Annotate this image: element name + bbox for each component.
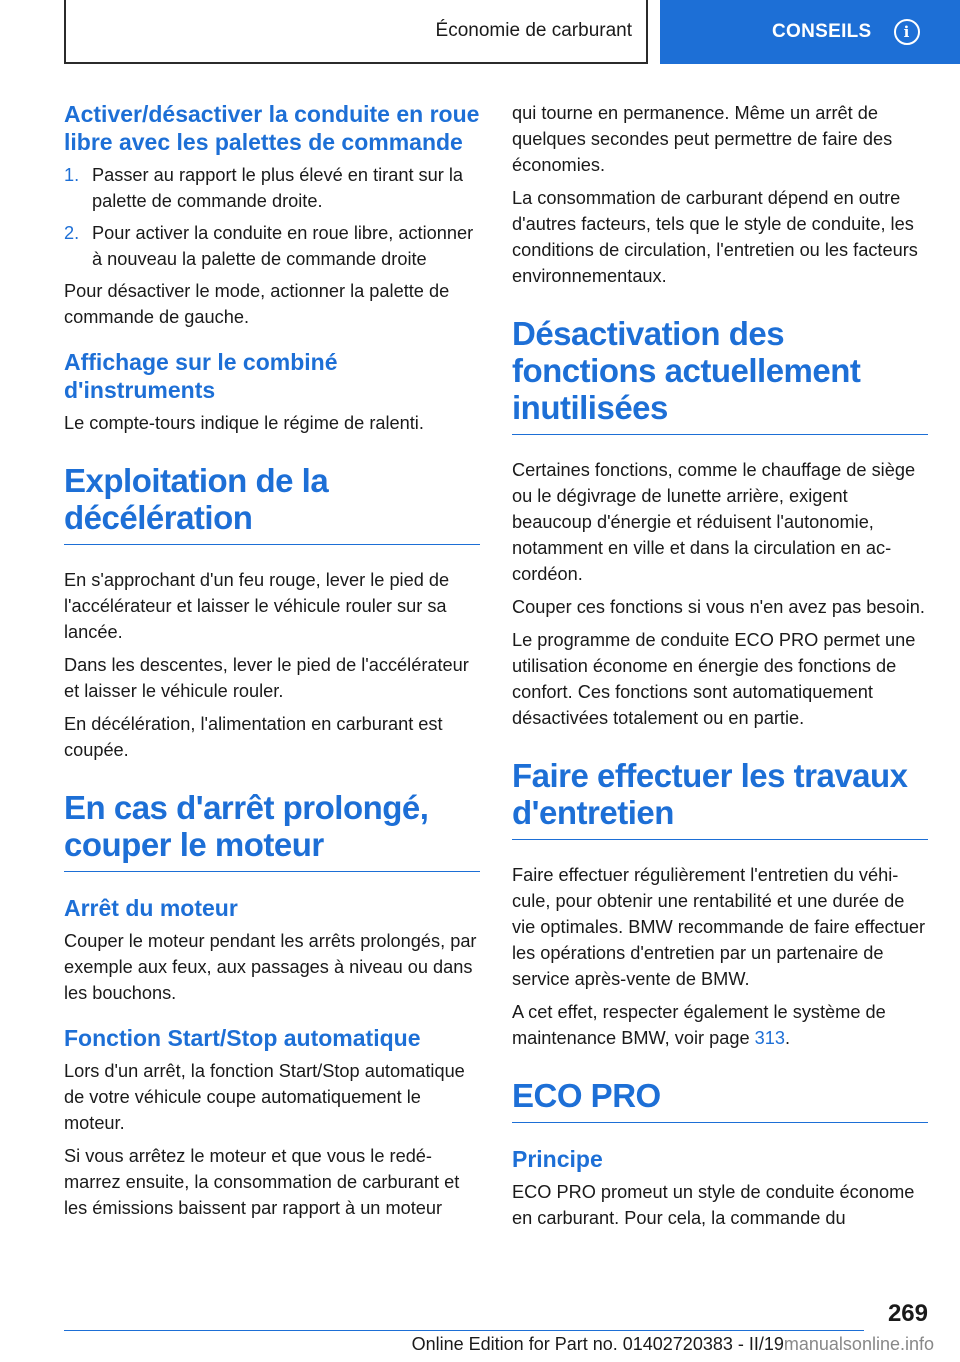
header-section-box — [64, 0, 648, 64]
paragraph: Pour désactiver le mode, actionner la palette de commande de gauche. — [64, 281, 450, 327]
paragraph: En s'approchant d'un feu rouge, lever le pied de l'accélérateur et laisser le véhicule rouler sur sa lancée. — [64, 570, 450, 642]
page-number: 269 — [887, 1300, 928, 1327]
list-item — [64, 162, 480, 214]
paragraph: La consommation de carburant dépend en outre d'autres facteurs, tels que le style de conduite, les conditions de circulation, l'entretien ou les facteurs environnementaux. — [512, 188, 918, 286]
heading-display: Affichage sur le combiné d'instruments — [64, 349, 338, 403]
section-title-service: Faire effectuer les travaux d'entretien — [512, 757, 928, 840]
step-number: 2. — [64, 223, 80, 243]
footer-edition — [412, 1334, 934, 1355]
header-tab-conseils[interactable] — [660, 0, 960, 64]
section-title-deceleration: Exploitation de la décélération — [64, 462, 480, 545]
heading-principle: Principe — [512, 1146, 603, 1172]
page-link-313[interactable]: 313 — [754, 1028, 785, 1048]
paragraph-with-link — [512, 999, 928, 1051]
paragraph: Si vous arrêtez le moteur et que vous le redémarrez ensuite, la consommation de carburant et les émissions baissent par rapport à un moteur — [64, 1146, 460, 1218]
paragraph: Couper ces fonctions si vous n'en avez pas besoin. — [512, 597, 925, 617]
heading-start-stop: Fonction Start/Stop automatique — [64, 1025, 421, 1051]
header-section-title: Économie de carburant — [435, 20, 632, 41]
paragraph: En décélération, l'alimentation en carburant est coupée. — [64, 714, 443, 760]
heading-freewheel: Activer/désactiver la conduite en roue libre avec les palettes de commande — [64, 101, 480, 155]
footer-divider — [64, 1330, 864, 1331]
step-number: 1. — [64, 165, 80, 185]
paragraph: Couper le moteur pendant les arrêts prolongés, par exemple aux feux, aux passages à niveau ou dans les bouchons. — [64, 931, 477, 1003]
paragraph: Certaines fonctions, comme le chauffage de siège ou le dégivrage de lunette arrière, exigent beaucoup d'énergie et réduisent l'autonomie, notamment en ville et dans la circulation en accordéon. — [512, 460, 916, 584]
footer-edition-text: Online Edition for Part no. 01402720383 - II/19 — [411, 1334, 784, 1354]
list-item — [64, 220, 480, 272]
left-column — [64, 100, 480, 1228]
step-text: Pour activer la conduite en roue libre, actionner à nouveau la palette de commande droite — [92, 223, 474, 269]
section-title-eco-pro: ECO PRO — [512, 1077, 928, 1123]
right-column — [512, 100, 928, 1238]
section-title-unused-functions: Désactivation des fonctions actuellement inutilisées — [512, 315, 928, 435]
paragraph: Le compte-tours indique le régime de ralenti. — [64, 413, 424, 433]
heading-engine-off: Arrêt du moteur — [64, 895, 238, 921]
paragraph: Le programme de conduite ECO PRO permet une utilisation économe en énergie des fonctions de confort. Ces fonctions sont automatiquement désactivées totalement ou en partie. — [512, 630, 916, 728]
info-icon[interactable]: i — [894, 19, 920, 45]
link-suffix: . — [784, 1028, 791, 1048]
paragraph: Dans les descentes, lever le pied de l'accélérateur et laisser le véhicule rouler. — [64, 655, 469, 701]
paragraph: Faire effectuer régulièrement l'entretien du véhicule, pour obtenir une rentabilité et une durée de vie optimales. BMW recommande de faire effectuer les opérations d'entretien par un partenaire de service après-vente de BMW. — [512, 865, 926, 989]
section-title-stop: En cas d'arrêt prolongé, couper le moteur — [64, 789, 480, 872]
paragraph: qui tourne en permanence. Même un arrêt de quelques secondes peut permettre de faire des économies. — [512, 103, 893, 175]
paragraph: ECO PRO promeut un style de conduite économe en carburant. Pour cela, la commande du — [512, 1182, 915, 1228]
steps-list — [64, 162, 480, 272]
header-tab-label: CONSEILS — [772, 21, 872, 42]
footer-watermark: manualsonline.info — [783, 1334, 934, 1354]
step-text: Passer au rapport le plus élevé en tirant sur la palette de commande droite. — [92, 165, 464, 211]
link-prefix: A cet effet, respecter également le système de maintenance BMW, voir page — [512, 1002, 886, 1048]
paragraph: Lors d'un arrêt, la fonction Start/Stop automatique de votre véhicule coupe automatiquement le moteur. — [64, 1061, 465, 1133]
